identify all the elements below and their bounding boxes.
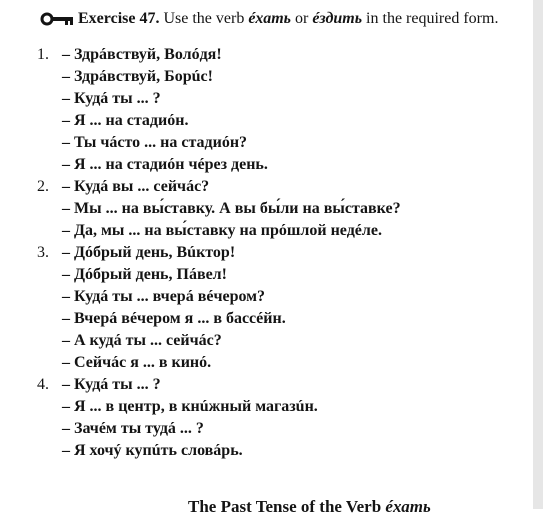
line-text: – Я ... в центр, в кнúжный магазúн. <box>62 398 318 415</box>
exercise-header <box>40 9 498 32</box>
dialogue-line <box>37 154 527 176</box>
dialogue-line <box>37 286 527 308</box>
key-icon <box>40 12 74 32</box>
exercise-label: Exercise 47. <box>78 10 160 27</box>
section-heading-cut-off <box>188 497 431 517</box>
dialogue-line <box>37 176 527 198</box>
line-text: – Вчерá вéчером я ... в бассéйн. <box>62 310 286 327</box>
line-text: – Я ... на стадиóн чéрез день. <box>62 156 268 173</box>
section-heading-verb: éхать <box>385 497 431 516</box>
line-text: – Мы ... на вы́ставку. А вы бы́ли на вы́ставке? <box>62 200 401 217</box>
line-text: – Кудá ты ... вчерá вéчером? <box>62 288 266 305</box>
line-text: – Кудá ты ... ? <box>62 90 161 107</box>
line-text: – Кудá вы ... сейчáс? <box>62 178 210 195</box>
dialogue-line <box>37 220 527 242</box>
dialogue-line <box>37 330 527 352</box>
section-heading-text: The Past Tense of the Verb <box>188 497 386 516</box>
dialogue-line <box>37 352 527 374</box>
dialogue-line <box>37 44 527 66</box>
dialogue-line <box>37 308 527 330</box>
dialogue-line <box>37 396 527 418</box>
exercise-list <box>37 44 527 462</box>
line-text: – Здрáвствуй, Борúс! <box>62 68 213 85</box>
verb-ezdit: éздить <box>312 10 363 27</box>
item-number: 3. <box>37 244 49 261</box>
line-text: – Да, мы ... на вы́ставку на прóшлой недéле. <box>62 222 382 239</box>
item-number: 4. <box>37 376 49 393</box>
instruction-text-or: or <box>290 10 313 27</box>
dialogue-line <box>37 132 527 154</box>
line-text: – А кудá ты ... сейчáс? <box>62 332 222 349</box>
verb-ekhat: éхать <box>248 10 291 27</box>
dialogue-line <box>37 418 527 440</box>
instruction-text-2: in the required form. <box>362 10 499 27</box>
line-text: – Ты чáсто ... на стадиóн? <box>62 134 248 151</box>
item-number: 1. <box>37 46 49 63</box>
dialogue-line <box>37 374 527 396</box>
line-text: – Я ... на стадиóн. <box>62 112 189 129</box>
dialogue-line <box>37 242 527 264</box>
dialogue-line <box>37 264 527 286</box>
page-edge <box>533 0 543 509</box>
line-text: – Сейчáс я ... в кинó. <box>62 354 212 371</box>
instruction-text-1: Use the verb <box>159 10 249 27</box>
line-text: – Здрáвствуй, Волóдя! <box>62 46 222 63</box>
dialogue-line <box>37 88 527 110</box>
dialogue-line <box>37 110 527 132</box>
dialogue-line <box>37 440 527 462</box>
line-text: – Я хочý купúть словáрь. <box>62 442 243 459</box>
line-text: – Зачéм ты тудá ... ? <box>62 420 204 437</box>
line-text: – Дóбрый день, Вúктор! <box>62 244 236 261</box>
line-text: – Кудá ты ... ? <box>62 376 161 393</box>
dialogue-line <box>37 198 527 220</box>
dialogue-line <box>37 66 527 88</box>
item-number: 2. <box>37 178 49 195</box>
line-text: – Дóбрый день, Пáвел! <box>62 266 227 283</box>
